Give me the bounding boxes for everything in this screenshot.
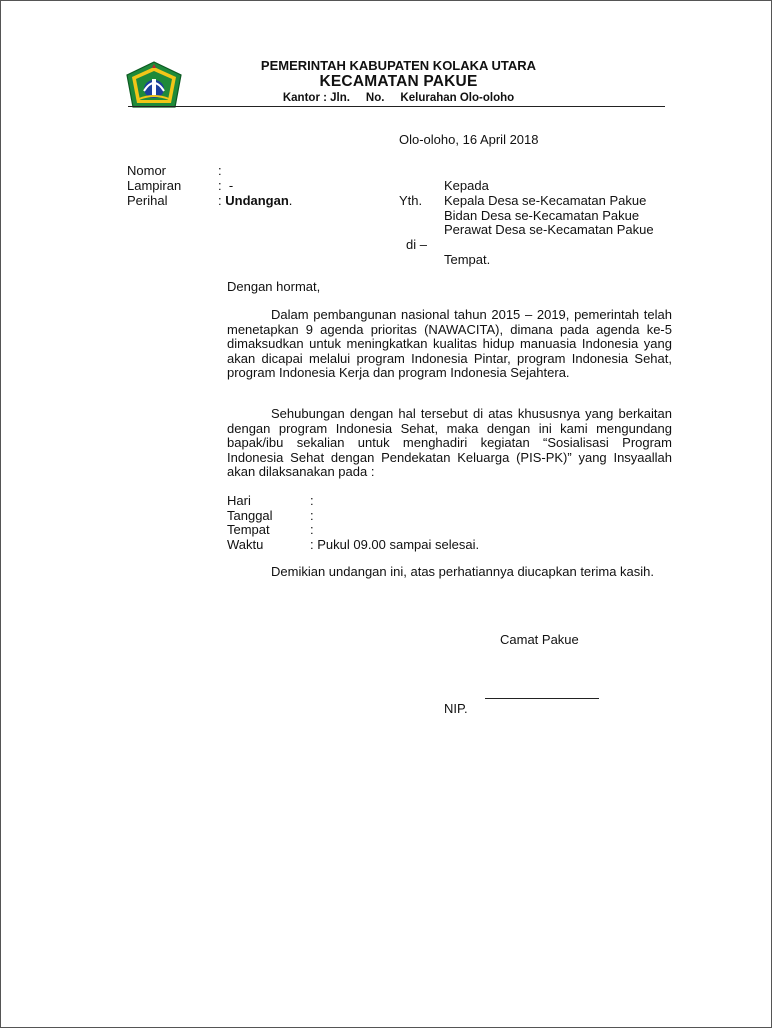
- recipient-line: Bidan Desa se-Kecamatan Pakue: [444, 208, 640, 223]
- closing-paragraph: Demikian undangan ini, atas perhatiannya diucapkan terima kasih.: [271, 564, 655, 579]
- kolaka-utara-emblem-icon: [125, 61, 183, 111]
- recipient-kepada: Kepada: [444, 178, 489, 193]
- perihal-label: Perihal: [127, 193, 168, 208]
- nip-label: NIP.: [444, 701, 468, 716]
- schedule-label: Tanggal: [227, 508, 273, 523]
- letterhead-address: Kantor : Jln. No. Kelurahan Olo-oloho: [282, 92, 515, 104]
- body-paragraph-1: Dalam pembangunan nasional tahun 2015 – 2019, pemerintah telah menetapkan 9 agenda prioritas (NAWACITA), dimana pada agenda ke-5 dimaksudkan untuk meningkatkan kualitas hidup manuasia Indonesia yang akan dicapai melalui program Indonesia Pintar, program Indonesia Sehat, program Indonesia Kerja dan program Indonesia Sejahtera.: [227, 307, 672, 381]
- schedule-value: :: [310, 508, 314, 523]
- letterhead-government: PEMERINTAH KABUPATEN KOLAKA UTARA: [260, 58, 537, 73]
- perihal-row: [218, 193, 292, 208]
- schedule-label: Waktu: [227, 537, 264, 552]
- schedule-value: :: [310, 522, 314, 537]
- schedule-value: :: [310, 493, 314, 508]
- letterhead-office: KECAMATAN PAKUE: [319, 73, 478, 90]
- lampiran-value: : -: [218, 178, 234, 193]
- lampiran-label: Lampiran: [127, 178, 182, 193]
- perihal-value: Undangan: [225, 193, 289, 208]
- perihal-colon: :: [218, 193, 226, 208]
- schedule-label: Tempat: [227, 522, 270, 537]
- body-paragraph-2: Sehubungan dengan hal tersebut di atas khususnya yang berkaitan dengan program Indonesia Sehat, maka dengan ini kami mengundang bapak/ibu sekalian untuk menghadiri kegiatan “Sosialisasi Program Indonesia Sehat dengan Pendekatan Keluarga (PIS-PK)” yang Insyaallah akan dilaksanakan pada :: [227, 406, 672, 480]
- schedule-value: : Pukul 09.00 sampai selesai.: [310, 537, 480, 552]
- recipient-place: Tempat.: [444, 252, 491, 267]
- letterhead-divider: [128, 106, 665, 107]
- perihal-end: .: [288, 193, 293, 208]
- recipient-di: di –: [406, 237, 427, 252]
- salutation: Dengan hormat,: [227, 279, 321, 294]
- signatory-title: Camat Pakue: [500, 632, 579, 647]
- recipient-line: Kepala Desa se-Kecamatan Pakue: [444, 193, 647, 208]
- signature-line: [485, 698, 599, 699]
- recipient-line: Perawat Desa se-Kecamatan Pakue: [444, 222, 654, 237]
- place-date: Olo-oloho, 16 April 2018: [399, 132, 539, 147]
- recipient-yth: Yth.: [399, 193, 423, 208]
- schedule-label: Hari: [227, 493, 251, 508]
- nomor-value: :: [218, 163, 222, 178]
- nomor-label: Nomor: [127, 163, 167, 178]
